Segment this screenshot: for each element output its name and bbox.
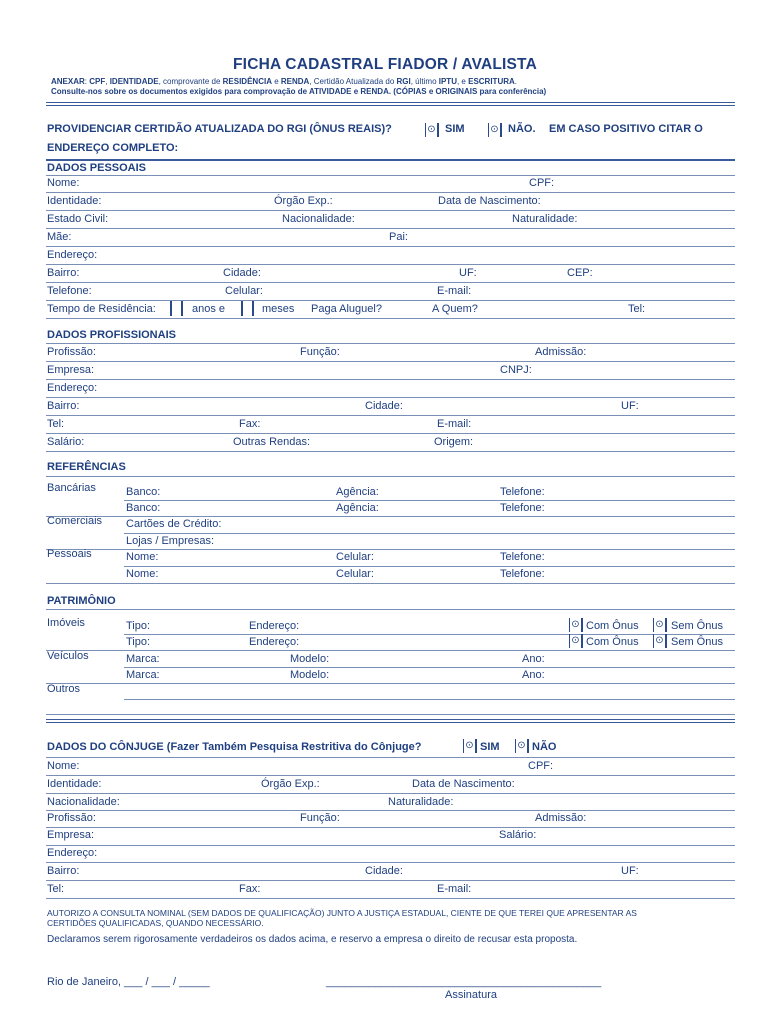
ref-person2-name-label: Nome:: [126, 568, 159, 580]
rgi-yes-radio[interactable]: [425, 123, 439, 137]
personal-district-label: Bairro:: [47, 267, 80, 279]
ref-bank2-agency-label: Agência:: [336, 502, 379, 514]
personal-marital-label: Estado Civil:: [47, 213, 109, 225]
spouse-company-label: Empresa:: [47, 829, 95, 841]
spouse-salary-label: Salário:: [499, 829, 537, 841]
personal-name-label: Nome:: [47, 177, 80, 189]
ref-bank1-agency-label: Agência:: [336, 486, 379, 498]
prof-role-label: Função:: [300, 346, 340, 358]
prof-address-label: Endereço:: [47, 382, 98, 394]
rgi-followup-2: ENDEREÇO COMPLETO:: [47, 142, 179, 154]
personal-rent-label: Paga Aluguel?: [311, 303, 382, 315]
prof-occupation-label: Profissão:: [47, 346, 96, 358]
declaration-text: Declaramos serem rigorosamente verdadeiros os dados acima, e reservo a empresa o direito de recusar esta proposta.: [47, 934, 578, 945]
prof-hiredate-label: Admissão:: [535, 346, 587, 358]
asset2-encumbered-radio[interactable]: [569, 634, 583, 648]
spouse-name-label: Nome:: [47, 760, 80, 772]
section-assets-title: PATRIMÔNIO: [47, 595, 116, 607]
personal-birthplace-label: Naturalidade:: [512, 213, 578, 225]
assets-vehicles-label: Veículos: [47, 650, 89, 662]
prof-state-label: UF:: [621, 400, 639, 412]
spouse-district-label: Bairro:: [47, 865, 80, 877]
section-professional-title: DADOS PROFISSIONAIS: [47, 329, 176, 341]
spouse-birthplace-label: Naturalidade:: [388, 796, 454, 808]
asset1-free-radio[interactable]: [653, 618, 667, 632]
divider: [46, 102, 735, 106]
ref-personal-group-label: Pessoais: [47, 548, 92, 560]
form-title: FICHA CADASTRAL FIADOR / AVALISTA: [233, 56, 537, 73]
spouse-check-no-label: NÃO: [532, 741, 557, 753]
personal-city-label: Cidade:: [223, 267, 261, 279]
prof-email-label: E-mail:: [437, 418, 472, 430]
spouse-city-label: Cidade:: [365, 865, 403, 877]
personal-birthdate-label: Data de Nascimento:: [438, 195, 541, 207]
spouse-birthdate-label: Data de Nascimento:: [412, 778, 515, 790]
residence-months-box[interactable]: [241, 301, 254, 316]
personal-zip-label: CEP:: [567, 267, 593, 279]
residence-years-box[interactable]: [170, 301, 183, 316]
asset1-free-label: Sem Ônus: [671, 620, 723, 632]
personal-to-whom-label: A Quem?: [432, 303, 478, 315]
authorization-text-1: AUTORIZO A CONSULTA NOMINAL (SEM DADOS DE QUALIFICAÇÃO) JUNTO A JUSTIÇA ESTADUAL, CIENTE DE QUE TEREI QUE APRESENTAR AS: [47, 908, 637, 918]
vehicle2-model-label: Modelo:: [290, 669, 330, 681]
prof-salary-label: Salário:: [47, 436, 85, 448]
signature-label: Assinatura: [445, 989, 497, 1001]
spouse-address-label: Endereço:: [47, 847, 98, 859]
section-references-title: REFERÊNCIAS: [47, 461, 126, 473]
asset2-free-label: Sem Ônus: [671, 636, 723, 648]
personal-state-label: UF:: [459, 267, 477, 279]
prof-tel-label: Tel:: [47, 418, 65, 430]
rgi-followup: EM CASO POSITIVO CITAR O: [549, 123, 703, 135]
asset1-type-label: Tipo:: [126, 620, 151, 632]
asset2-encumbered-label: Com Ônus: [586, 636, 639, 648]
personal-mother-label: Mãe:: [47, 231, 72, 243]
asset1-encumbered-radio[interactable]: [569, 618, 583, 632]
prof-cnpj-label: CNPJ:: [500, 364, 532, 376]
prof-income-origin-label: Origem:: [434, 436, 474, 448]
rgi-yes-label: SIM: [445, 123, 465, 135]
ref-cards-label: Cartões de Crédito:: [126, 518, 222, 530]
ref-person1-name-label: Nome:: [126, 551, 159, 563]
personal-mobile-label: Celular:: [225, 285, 263, 297]
asset1-address-label: Endereço:: [249, 620, 300, 632]
personal-phone-label: Telefone:: [47, 285, 92, 297]
documents-note: Consulte-nos sobre os documentos exigidos para comprovação de ATIVIDADE e RENDA. (CÓPIAS e ORIGINAIS para conferência): [51, 87, 547, 96]
vehicle1-model-label: Modelo:: [290, 653, 330, 665]
spouse-fax-label: Fax:: [239, 883, 261, 895]
asset2-address-label: Endereço:: [249, 636, 300, 648]
assets-realestate-label: Imóveis: [47, 617, 85, 629]
spouse-check-no-radio[interactable]: [515, 739, 529, 753]
vehicle2-make-label: Marca:: [126, 669, 160, 681]
prof-other-income-label: Outras Rendas:: [233, 436, 311, 448]
ref-commercial-group-label: Comerciais: [47, 515, 103, 527]
vehicle2-year-label: Ano:: [522, 669, 545, 681]
attachments-note: ANEXAR: CPF, IDENTIDADE, comprovante de RESIDÊNCIA e RENDA, Certidão Atualizada do RGI, último IPTU, e ESCRITURA.: [51, 77, 518, 86]
asset2-type-label: Tipo:: [126, 636, 151, 648]
personal-email-label: E-mail:: [437, 285, 472, 297]
ref-bank1-phone-label: Telefone:: [500, 486, 545, 498]
ref-person1-mobile-label: Celular:: [336, 551, 374, 563]
personal-nationality-label: Nacionalidade:: [282, 213, 355, 225]
spouse-check-yes-label: SIM: [480, 741, 500, 753]
ref-stores-label: Lojas / Empresas:: [126, 535, 215, 547]
spouse-state-label: UF:: [621, 865, 639, 877]
prof-district-label: Bairro:: [47, 400, 80, 412]
rgi-no-radio[interactable]: [488, 123, 502, 137]
spouse-id-label: Identidade:: [47, 778, 102, 790]
spouse-nationality-label: Nacionalidade:: [47, 796, 120, 808]
ref-person2-mobile-label: Celular:: [336, 568, 374, 580]
spouse-hiredate-label: Admissão:: [535, 812, 587, 824]
spouse-check-yes-radio[interactable]: [463, 739, 477, 753]
rgi-question: PROVIDENCIAR CERTIDÃO ATUALIZADA DO RGI (ÔNUS REAIS)?: [47, 123, 392, 135]
prof-company-label: Empresa:: [47, 364, 95, 376]
rgi-no-label: NÃO.: [508, 123, 536, 135]
spouse-cpf-label: CPF:: [528, 760, 554, 772]
spouse-occupation-label: Profissão:: [47, 812, 96, 824]
prof-city-label: Cidade:: [365, 400, 403, 412]
asset1-encumbered-label: Com Ônus: [586, 620, 639, 632]
assets-other-label: Outros: [47, 683, 81, 695]
personal-id-label: Identidade:: [47, 195, 102, 207]
ref-person1-phone-label: Telefone:: [500, 551, 545, 563]
ref-bank2-phone-label: Telefone:: [500, 502, 545, 514]
ref-bank2-label: Banco:: [126, 502, 161, 514]
ref-person2-phone-label: Telefone:: [500, 568, 545, 580]
spouse-role-label: Função:: [300, 812, 340, 824]
place-date-line[interactable]: Rio de Janeiro, ___ / ___ / _____: [47, 976, 210, 988]
spouse-issuer-label: Órgão Exp.:: [261, 778, 320, 790]
ref-bank-group-label: Bancárias: [47, 482, 96, 494]
prof-fax-label: Fax:: [239, 418, 261, 430]
personal-address-label: Endereço:: [47, 249, 98, 261]
authorization-text-2: CERTIDÕES QUALIFICADAS, QUANDO NECESSÁRIO.: [47, 918, 264, 928]
personal-father-label: Pai:: [389, 231, 408, 243]
ref-bank1-label: Banco:: [126, 486, 161, 498]
personal-issuer-label: Órgão Exp.:: [274, 195, 333, 207]
spouse-tel-label: Tel:: [47, 883, 65, 895]
asset2-free-radio[interactable]: [653, 634, 667, 648]
personal-residence-time-label: Tempo de Residência:: [47, 303, 156, 315]
section-personal-title: DADOS PESSOAIS: [47, 162, 147, 174]
vehicle1-year-label: Ano:: [522, 653, 545, 665]
spouse-email-label: E-mail:: [437, 883, 472, 895]
residence-years-label: anos e: [192, 303, 226, 315]
signature-line[interactable]: _____________________________________________: [326, 976, 602, 988]
personal-landlord-tel-label: Tel:: [628, 303, 646, 315]
residence-months-label: meses: [262, 303, 295, 315]
personal-cpf-label: CPF:: [529, 177, 555, 189]
section-spouse-title: DADOS DO CÔNJUGE (Fazer Também Pesquisa Restritiva do Cônjuge?: [47, 741, 422, 753]
vehicle1-make-label: Marca:: [126, 653, 160, 665]
